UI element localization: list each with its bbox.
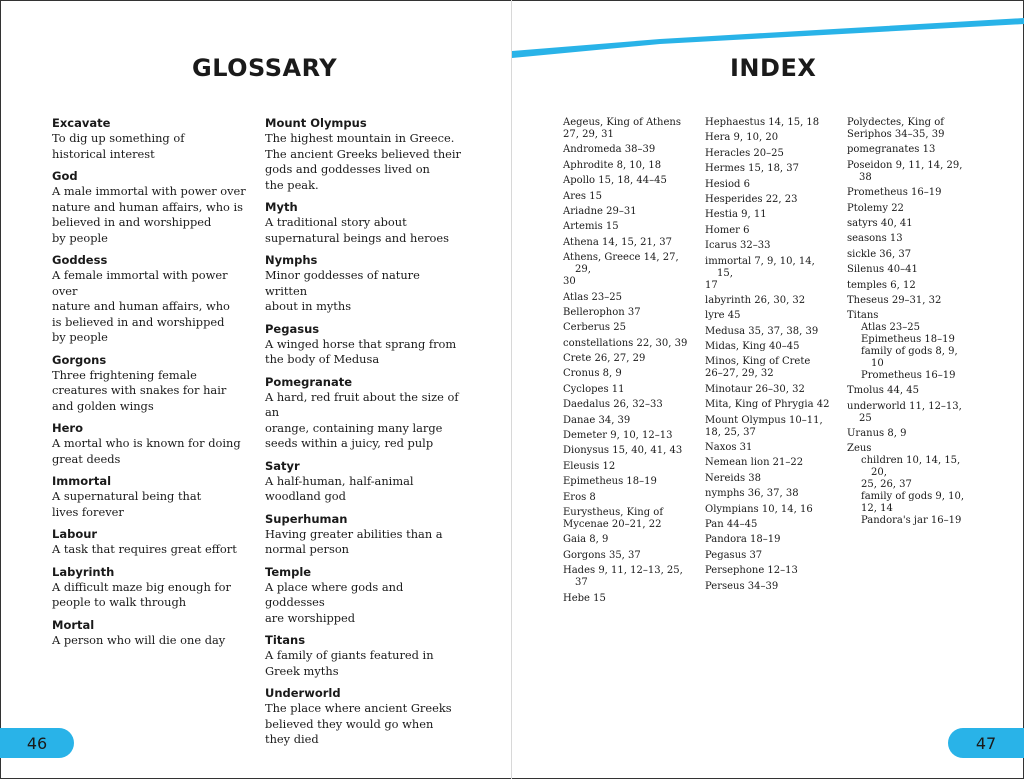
definition-line: by people <box>52 230 108 245</box>
definition-line: A mortal who is known for doing <box>52 436 241 450</box>
definition-line: normal person <box>265 542 350 556</box>
index-entry-line: 30 <box>563 276 576 288</box>
index-column-1 <box>563 117 691 608</box>
index-entry <box>563 384 691 396</box>
index-entry <box>563 175 691 187</box>
definition-line: Having greater abilities than a <box>265 526 443 541</box>
definition-line: A task that requires great effort <box>52 542 237 556</box>
index-entry-line: Polydectes, King of <box>847 117 944 128</box>
index-entry-line: 26–27, 29, 32 <box>705 368 774 380</box>
glossary-entry <box>52 169 252 246</box>
index-entry <box>705 519 831 531</box>
glossary-term: Labour <box>52 527 98 541</box>
index-entry-line: pomegranates 13 <box>847 144 936 156</box>
index-entry <box>847 233 973 245</box>
glossary-definition <box>265 215 463 246</box>
index-entry-line: Dionysus 15, 40, 41, 43 <box>563 445 683 457</box>
index-entry-line: Tmolus 44, 45 <box>847 385 919 397</box>
index-entry-line: Apollo 15, 18, 44–45 <box>563 175 667 187</box>
definition-line: Minor goddesses of nature written <box>265 268 420 298</box>
index-entry-line: temples 6, 12 <box>847 279 916 291</box>
index-entry <box>847 203 973 215</box>
definition-line: Three frightening female <box>52 367 197 382</box>
index-entry <box>563 565 691 589</box>
index-entry-titans <box>847 310 973 322</box>
index-entry-line: Mita, King of Phrygia 42 <box>705 399 830 411</box>
index-entry-line: Hesiod 6 <box>705 178 750 190</box>
index-entry <box>705 384 831 396</box>
definition-line: supernatural beings and heroes <box>265 230 449 245</box>
index-entry-line: nymphs 36, 37, 38 <box>705 488 799 500</box>
index-entry-line: Olympians 10, 14, 16 <box>705 503 813 515</box>
definition-line: The highest mountain in Greece. <box>265 131 455 145</box>
index-entry <box>847 160 973 184</box>
index-entry-line: Crete 26, 27, 29 <box>563 353 646 365</box>
glossary-definition <box>52 580 252 611</box>
definition-line: nature and human affairs, who is <box>52 199 244 214</box>
index-entry-line: Eleusis 12 <box>563 460 616 472</box>
index-entry-line: Pegasus 37 <box>705 549 763 561</box>
index-entry <box>847 264 973 276</box>
index-entry-line: Andromeda 38–39 <box>563 144 656 156</box>
index-subentry <box>861 370 973 382</box>
glossary-definition <box>52 633 252 649</box>
index-entry <box>705 225 831 237</box>
index-entry-line: Seriphos 34–35, 39 <box>847 129 945 140</box>
definition-line: are worshipped <box>265 610 356 625</box>
index-entry-line: 12, 14 <box>861 503 893 515</box>
index-entry-line: Poseidon 9, 11, 14, 29, 38 <box>847 159 963 183</box>
glossary-entry <box>265 512 463 558</box>
definition-line: the peak. <box>265 177 319 192</box>
glossary-term: Pegasus <box>265 321 320 336</box>
index-entry-line: Minos, King of Crete <box>705 356 811 368</box>
index-entry-line: Heracles 20–25 <box>705 147 784 159</box>
index-entry-line: seasons 13 <box>847 233 903 245</box>
index-entry-line: Demeter 9, 10, 12–13 <box>563 430 673 442</box>
glossary-term: Goddess <box>52 253 108 267</box>
index-entry <box>563 430 691 442</box>
index-entry-line: Daedalus 26, 32–33 <box>563 399 663 411</box>
index-entry <box>563 492 691 504</box>
index-entry <box>563 292 691 304</box>
index-subentry <box>861 322 973 334</box>
index-entry <box>563 160 691 172</box>
index-entry <box>705 442 831 454</box>
index-entry-line: Ptolemy 22 <box>847 202 904 214</box>
glossary-entry <box>265 565 463 627</box>
glossary-entry <box>265 459 463 505</box>
index-entry <box>705 415 831 439</box>
glossary-term: God <box>52 169 78 183</box>
definition-line: The place where ancient Greeks <box>265 701 452 715</box>
index-entry-line: Atlas 23–25 <box>563 291 622 303</box>
index-entry-line: Aphrodite 8, 10, 18 <box>563 159 662 171</box>
index-subentry <box>861 515 973 527</box>
glossary-entry <box>265 686 463 748</box>
index-entry <box>705 310 831 322</box>
glossary-term: Hero <box>52 421 83 435</box>
index-entry-line: Mycenae 20–21, 22 <box>563 518 662 530</box>
index-entry <box>563 507 691 531</box>
index-entry-zeus <box>847 443 973 455</box>
definition-line: A family of giants featured in <box>265 648 434 662</box>
glossary-entry <box>265 633 463 679</box>
index-entry-line: satyrs 40, 41 <box>847 217 913 229</box>
glossary-term: Satyr <box>265 458 300 473</box>
definition-line: the body of Medusa <box>265 352 380 366</box>
index-entry-line: Nemean lion 21–22 <box>705 457 804 469</box>
glossary-entry <box>265 200 463 246</box>
glossary-entry <box>265 253 463 315</box>
glossary-definition <box>265 131 463 193</box>
index-entry <box>563 144 691 156</box>
index-entry <box>705 148 831 160</box>
index-entry <box>563 191 691 203</box>
glossary-definition <box>52 268 252 346</box>
index-entry-line: Nereids 38 <box>705 472 762 484</box>
index-entry <box>705 209 831 221</box>
index-entry-line: Theseus 29–31, 32 <box>847 294 942 306</box>
glossary-term: Pomegranate <box>265 374 353 389</box>
definition-line: lives forever <box>52 504 124 519</box>
glossary-definition <box>52 131 252 162</box>
glossary-column-left <box>52 116 252 655</box>
glossary-definition <box>265 648 463 679</box>
glossary-definition <box>52 542 252 558</box>
definition-line: is believed in and worshipped <box>52 314 225 329</box>
index-entry-line: Bellerophon 37 <box>563 306 641 318</box>
definition-line: people to walk through <box>52 595 187 609</box>
index-subentry <box>861 491 973 515</box>
glossary-term: Gorgons <box>52 352 107 367</box>
index-entry-line: Athena 14, 15, 21, 37 <box>563 236 672 248</box>
index-entry-line: constellations 22, 30, 39 <box>563 337 688 349</box>
glossary-term: Nymphs <box>265 253 318 267</box>
glossary-definition <box>265 337 463 368</box>
definition-line: A half-human, half-animal <box>265 473 414 488</box>
index-entry-line: Medusa 35, 37, 38, 39 <box>705 325 819 337</box>
definition-line: woodland god <box>265 489 346 503</box>
index-entry <box>563 415 691 427</box>
glossary-definition <box>52 436 252 467</box>
definition-line: great deeds <box>52 451 121 466</box>
glossary-term: Immortal <box>52 474 112 488</box>
glossary-term: Mount Olympus <box>265 116 367 130</box>
index-entry-line: Ares 15 <box>563 190 602 202</box>
definition-line: Greek myths <box>265 663 339 678</box>
index-entry-line: underworld 11, 12–13, 25 <box>847 400 962 424</box>
index-subentry <box>861 334 973 346</box>
index-entry <box>705 179 831 191</box>
definition-line: A person who will die one day <box>52 632 226 647</box>
definition-line: orange, containing many large <box>265 420 443 435</box>
index-subentry <box>861 455 973 491</box>
index-entry-line: 25, 26, 37 <box>861 479 912 491</box>
index-entry <box>847 428 973 440</box>
index-entry <box>705 550 831 562</box>
definition-line: seeds within a juicy, red pulp <box>265 436 434 450</box>
index-entry-line: Hermes 15, 18, 37 <box>705 163 800 175</box>
definition-line: gods and goddesses lived on <box>265 162 430 176</box>
index-entry-line: Eurystheus, King of <box>563 506 664 518</box>
index-entry <box>847 144 973 156</box>
glossary-entry <box>52 527 252 558</box>
index-entry-line: Cyclopes 11 <box>563 383 625 395</box>
glossary-term: Excavate <box>52 116 111 130</box>
index-entry <box>705 473 831 485</box>
definition-line: A hard, red fruit about the size of an <box>265 389 459 419</box>
index-entry-line: Silenus 40–41 <box>847 264 918 276</box>
index-entry-line: Homer 6 <box>705 224 750 236</box>
glossary-entry <box>52 116 252 162</box>
index-entry <box>563 399 691 411</box>
glossary-column-right <box>265 116 463 755</box>
index-entry <box>847 187 973 199</box>
index-entry <box>847 117 973 141</box>
index-entry <box>705 581 831 593</box>
index-entry-line: Prometheus 16–19 <box>861 370 956 382</box>
index-entry <box>563 461 691 473</box>
glossary-entry <box>52 421 252 467</box>
glossary-term: Titans <box>265 633 306 647</box>
index-entry <box>705 356 831 380</box>
index-entry <box>705 534 831 546</box>
glossary-title: GLOSSARY <box>192 54 338 82</box>
index-entry-line: sickle 36, 37 <box>847 248 912 260</box>
index-entry-line: 17 <box>705 279 718 291</box>
definition-line: A traditional story about <box>265 215 407 229</box>
index-entry-line: Naxos 31 <box>705 442 753 454</box>
page-number-right: 47 <box>948 728 1024 758</box>
index-entry-line: labyrinth 26, 30, 32 <box>705 294 806 306</box>
index-entry-line: Epimetheus 18–19 <box>563 476 657 488</box>
glossary-definition <box>265 268 463 315</box>
index-entry-line: Hades 9, 11, 12–13, 25, 37 <box>563 565 683 589</box>
index-entry-line: Artemis 15 <box>563 221 619 233</box>
index-entry <box>705 341 831 353</box>
index-subentry <box>861 346 973 370</box>
index-entry-line: Cerberus 25 <box>563 322 626 334</box>
index-entry-line: Zeus <box>847 443 872 455</box>
glossary-entry <box>52 565 252 611</box>
index-entry-line: children 10, 14, 15, 20, <box>861 455 961 479</box>
definition-line: nature and human affairs, who <box>52 299 230 313</box>
index-entry <box>563 221 691 233</box>
index-entry <box>563 252 691 288</box>
index-entry <box>847 295 973 307</box>
index-entry-line: family of gods 8, 9, 10 <box>861 346 958 370</box>
index-entry-line: immortal 7, 9, 10, 14, 15, <box>705 255 815 279</box>
index-entry <box>705 132 831 144</box>
glossary-definition <box>265 580 463 627</box>
index-entry <box>563 593 691 605</box>
glossary-definition <box>265 701 463 748</box>
index-entry <box>705 163 831 175</box>
definition-line: creatures with snakes for hair <box>52 383 227 397</box>
index-entry <box>705 117 831 129</box>
index-entry-line: Epimetheus 18–19 <box>861 334 955 346</box>
index-entry-line: Danae 34, 39 <box>563 414 631 426</box>
decorative-stripe <box>0 0 1024 60</box>
index-entry <box>705 295 831 307</box>
index-entry-line: Aegeus, King of Athens <box>563 117 681 128</box>
index-entry <box>563 338 691 350</box>
glossary-definition <box>52 368 252 415</box>
index-entry-line: Icarus 32–33 <box>705 240 771 252</box>
index-entry-line: Hestia 9, 11 <box>705 209 767 221</box>
glossary-definition <box>265 474 463 505</box>
glossary-term: Labyrinth <box>52 564 115 579</box>
definition-line: and golden wings <box>52 398 154 413</box>
index-entry-line: Perseus 34–39 <box>705 580 779 592</box>
index-entry-line: Hesperides 22, 23 <box>705 193 798 205</box>
definition-line: A place where gods and goddesses <box>265 579 404 609</box>
definition-line: about in myths <box>265 299 352 313</box>
index-entry-line: 27, 29, 31 <box>563 129 614 140</box>
index-entry <box>563 534 691 546</box>
index-entry-line: Persephone 12–13 <box>705 565 798 577</box>
index-entry-line: Pandora's jar 16–19 <box>861 515 962 527</box>
glossary-entry <box>265 116 463 193</box>
glossary-entry <box>52 618 252 649</box>
index-entry-line: Atlas 23–25 <box>861 322 920 334</box>
glossary-entry <box>52 353 252 415</box>
index-entry <box>705 399 831 411</box>
index-entry-line: Mount Olympus 10–11, <box>705 414 823 426</box>
index-entry <box>563 353 691 365</box>
index-entry <box>563 117 691 141</box>
index-entry <box>563 445 691 457</box>
index-entry <box>705 194 831 206</box>
index-entry <box>705 488 831 500</box>
index-entry-line: Pandora 18–19 <box>705 534 781 546</box>
definition-line: The ancient Greeks believed their <box>265 146 462 161</box>
definition-line: A male immortal with power over <box>52 184 246 198</box>
index-entry-line: Eros 8 <box>563 491 596 503</box>
glossary-entry <box>52 253 252 346</box>
glossary-definition <box>265 390 463 452</box>
index-entry-line: Hephaestus 14, 15, 18 <box>705 117 820 128</box>
index-entry-line: Titans <box>847 310 879 322</box>
index-entry <box>847 249 973 261</box>
index-entry <box>705 457 831 469</box>
index-entry-line: Hebe 15 <box>563 592 606 604</box>
index-title: INDEX <box>730 54 817 82</box>
glossary-definition <box>52 489 252 520</box>
index-entry <box>705 504 831 516</box>
glossary-entry <box>265 322 463 368</box>
index-entry-line: Minotaur 26–30, 32 <box>705 383 805 395</box>
definition-line: To dig up something of <box>52 131 185 145</box>
glossary-term: Temple <box>265 564 312 579</box>
glossary-entry <box>52 474 252 520</box>
index-entry <box>705 326 831 338</box>
index-entry <box>563 206 691 218</box>
page-number-left: 46 <box>0 728 74 758</box>
index-entry <box>847 218 973 230</box>
index-entry-line: Ariadne 29–31 <box>563 205 637 217</box>
index-entry-line: Prometheus 16–19 <box>847 187 942 199</box>
index-entry-line: Cronus 8, 9 <box>563 368 622 380</box>
glossary-definition <box>52 184 252 246</box>
index-entry-line: Gorgons 35, 37 <box>563 549 641 561</box>
glossary-term: Underworld <box>265 686 341 700</box>
index-entry <box>563 322 691 334</box>
definition-line: A winged horse that sprang from <box>265 336 457 351</box>
index-entry-line: Gaia 8, 9 <box>563 534 609 546</box>
glossary-entry <box>265 375 463 452</box>
glossary-term: Superhuman <box>265 511 348 526</box>
index-entry-line: Pan 44–45 <box>705 518 758 530</box>
glossary-term: Myth <box>265 200 298 214</box>
index-column-3 <box>847 117 973 530</box>
index-column-2 <box>705 117 831 596</box>
index-entry-line: Uranus 8, 9 <box>847 428 907 440</box>
index-entry <box>563 237 691 249</box>
glossary-term: Mortal <box>52 617 95 632</box>
index-entry <box>563 476 691 488</box>
book-spine <box>511 0 512 779</box>
definition-line: A supernatural being that <box>52 489 202 503</box>
definition-line: believed they would go when <box>265 716 434 731</box>
definition-line: by people <box>52 330 108 344</box>
glossary-definition <box>265 527 463 558</box>
index-entry <box>847 385 973 397</box>
index-entry-line: family of gods 9, 10, <box>861 491 965 503</box>
index-entry-line: Athens, Greece 14, 27, 29, <box>563 252 679 276</box>
definition-line: A female immortal with power over <box>52 268 228 298</box>
definition-line: A difficult maze big enough for <box>52 579 231 594</box>
index-entry <box>705 240 831 252</box>
index-entry-line: 18, 25, 37 <box>705 426 756 438</box>
definition-line: believed in and worshipped <box>52 215 212 229</box>
index-entry <box>563 368 691 380</box>
index-entry <box>847 280 973 292</box>
definition-line: they died <box>265 732 319 746</box>
index-entry-line: Midas, King 40–45 <box>705 341 800 353</box>
index-entry <box>563 307 691 319</box>
definition-line: historical interest <box>52 146 155 161</box>
index-entry <box>705 256 831 292</box>
index-entry-line: Hera 9, 10, 20 <box>705 132 779 144</box>
index-entry <box>563 550 691 562</box>
index-entry-line: lyre 45 <box>705 310 741 322</box>
index-entry <box>847 401 973 425</box>
index-entry <box>705 565 831 577</box>
